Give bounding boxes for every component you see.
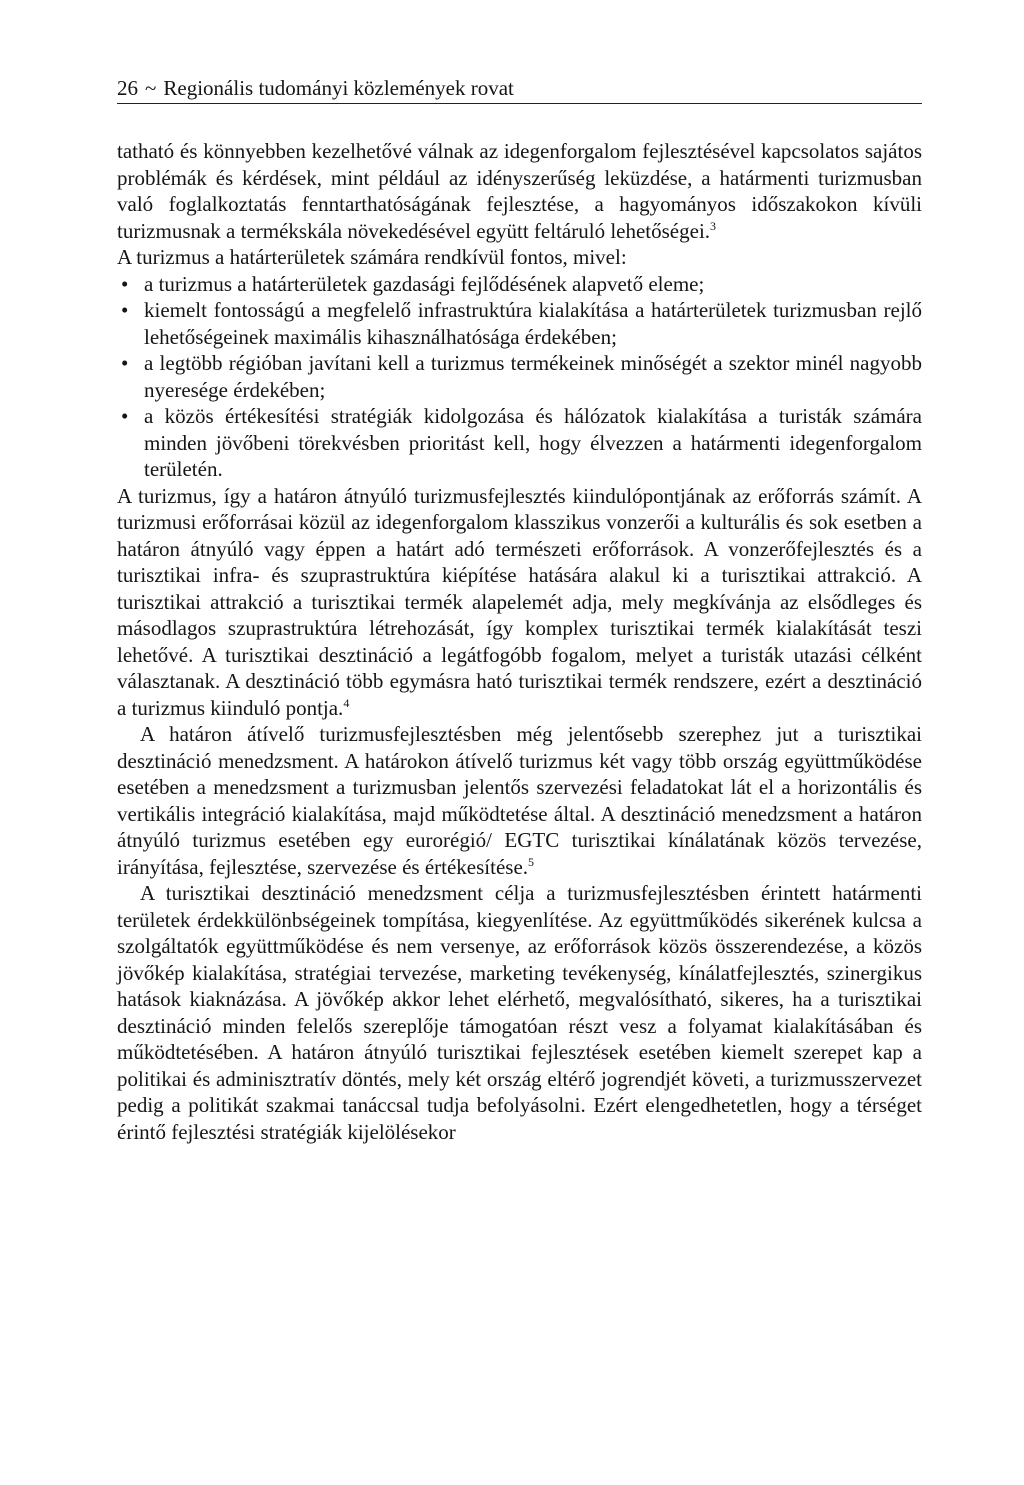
bullet-icon: • [121, 298, 129, 322]
footnote-ref-3: 3 [710, 218, 717, 233]
list-item [117, 403, 922, 483]
footnote-ref-4: 4 [343, 695, 350, 710]
list-item [117, 271, 922, 298]
footnote-ref-5: 5 [528, 854, 535, 869]
paragraph-3 [117, 483, 922, 722]
paragraph-4-text: A határon átívelő turizmusfejlesztésben még jelentősebb szerephez jut a turisztikai desztináció menedzsment. A határokon átívelő turizmus két vagy több ország együttműködése esetében a menedzsment a turizmusban jelentős szervezési feladatokat lát el a horizontális és vertikális integráció kialakítása, majd működtetése által. A desztináció menedzsment a határon átnyúló turizmus esetében egy eurorégió/ EGTC turisztikai kínálatának közös tervezése, irányítása, fejlesztése, szervezése és értékesítése. [117, 722, 922, 879]
paragraph-3-text: A turizmus, így a határon átnyúló turizmusfejlesztés kiindulópontjának az erőforrás számít. A turizmusi erőforrásai közül az idegenforgalom klasszikus vonzerői a kulturális és sok esetben a határon átnyúló vagy éppen a határt adó természeti erőforrások. A vonzerőfejlesztés és a turisztikai infra- és szuprastruktúra kiépítése hatására alakul ki a turisztikai attrakció. A turisztikai attrakció a turisztikai termék alapelemét adja, mely megkívánja az elsődleges és másodlagos szuprastruktúra létrehozását, így komplex turisztikai termék kialakítását teszi lehetővé. A turisztikai desztináció a legátfogóbb fogalom, melyet a turisták utazási célként választanak. A desztináció több egymásra ható turisztikai termék rendszere, ezért a desztináció a turizmus kiinduló pontja. [117, 483, 922, 720]
list-item [117, 350, 922, 403]
paragraph-2 [117, 244, 922, 271]
list-item-text: a legtöbb régióban javítani kell a turizmus termékeinek minőségét a szektor minél nagyobb nyeresége érdekében; [144, 351, 922, 402]
paragraph-1 [117, 138, 922, 244]
page [117, 74, 922, 1145]
header-separator: ~ [145, 76, 157, 100]
bullet-icon: • [121, 404, 129, 428]
bullet-icon: • [121, 351, 129, 375]
list-item-text: a közös értékesítési stratégiák kidolgozása és hálózatok kialakítása a turisták számára minden jövőbeni törekvésben prioritást kell, hogy élvezzen a határmenti idegenforgalom területén. [144, 404, 922, 481]
paragraph-5 [117, 880, 922, 1145]
bullet-list [117, 271, 922, 483]
page-number: 26 [117, 76, 138, 100]
list-item [117, 297, 922, 350]
paragraph-4 [117, 721, 922, 880]
running-header [117, 74, 922, 104]
list-item-text: a turizmus a határterületek gazdasági fejlődésének alapvető eleme; [144, 271, 705, 296]
paragraph-2-text: A turizmus a határterületek számára rendkívül fontos, mivel: [117, 245, 627, 269]
list-item-text: kiemelt fontosságú a megfelelő infrastruktúra kialakítása a határterületek turizmusban rejlő lehetőségeinek maximális kihasználhatósága érdekében; [144, 298, 922, 349]
body-text [117, 138, 922, 1145]
paragraph-1-text: tatható és könnyebben kezelhetővé válnak az idegenforgalom fejlesztésével kapcsolatos sajátos problémák és kérdések, mint például az idényszerűség leküzdése, a határmenti turizmusban való foglalkoztatás fenntarthatóságának fejlesztése, a hagyományos időszakokon kívüli turizmusnak a termékskála növekedésével együtt feltáruló lehetőségei. [117, 139, 922, 243]
bullet-icon: • [121, 271, 129, 296]
section-title: Regionális tudományi közlemények rovat [163, 76, 514, 100]
paragraph-5-text: A turisztikai desztináció menedzsment célja a turizmusfejlesztésben érintett határmenti területek érdekkülönbségeinek tompítása, kiegyenlítése. Az együttműködés sikerének kulcsa a szolgáltatók együttműködése és nem versenye, az erőforrások közös összerendezése, a közös jövőkép kialakítása, stratégiai tervezése, marketing tevékenység, kínálatfejlesztés, szinergikus hatások kiaknázása. A jövőkép akkor lehet elérhető, megvalósítható, sikeres, ha a turisztikai desztináció minden felelős szereplője támogatóan részt vesz a folyamat kialakításában és működtetésében. A határon átnyúló turisztikai fejlesztések esetében kiemelt szerepet kap a politikai és adminisztratív döntés, mely két ország eltérő jogrendjét követi, a turizmusszervezet pedig a politikát szakmai tanáccsal tudja befolyásolni. Ezért elengedhetetlen, hogy a térséget érintő fejlesztési stratégiák kijelölésekor [117, 881, 922, 1144]
